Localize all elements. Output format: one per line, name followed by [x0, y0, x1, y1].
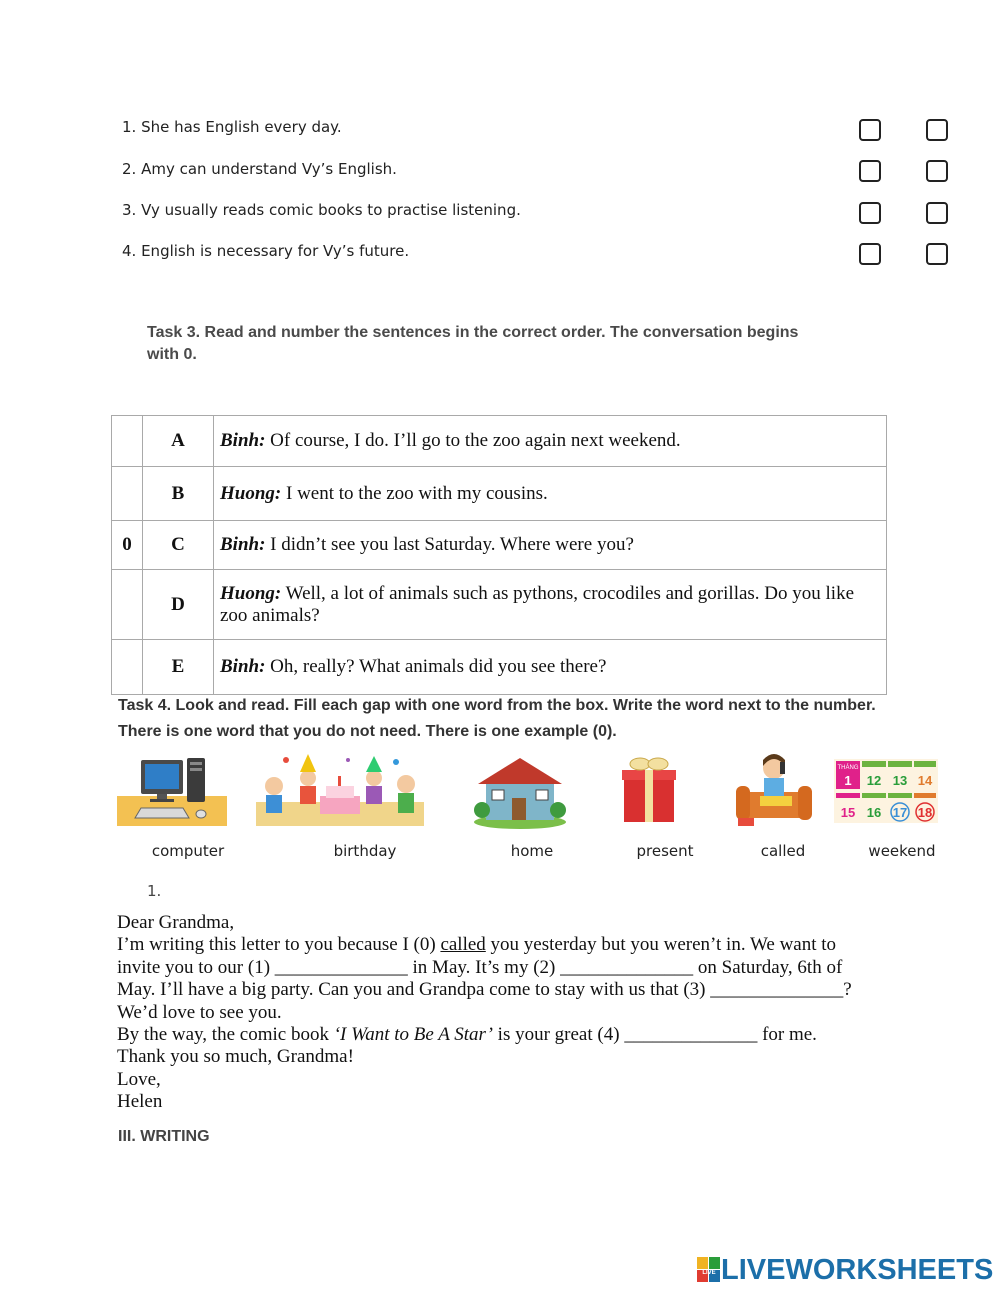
section-heading: III. WRITING [118, 1128, 210, 1145]
true-checkbox-4[interactable] [859, 243, 881, 265]
word-present: present [636, 842, 694, 860]
girl-on-phone-picture [736, 752, 812, 830]
order-number-cell[interactable] [112, 570, 143, 640]
letter-line: Thank you so much, Grandma! [117, 1046, 354, 1068]
task3-title-line2: with 0. [147, 346, 197, 363]
true-checkbox-1[interactable] [859, 119, 881, 141]
sentence-text: I didn’t see you last Saturday. Where were you? [265, 534, 634, 555]
row-letter: B [143, 467, 214, 521]
task3-title-line1: Task 3. Read and number the sentences in the correct order. The conversation begins [147, 324, 799, 341]
computer-picture [117, 752, 227, 830]
letter-line: Love, [117, 1068, 161, 1090]
word-computer: computer [151, 842, 225, 860]
task4-title: Task 4. Look and read. Fill each gap with one word from the box. Write the word next to the number. There is one word that you do not need. There is one example (0). [118, 697, 876, 740]
letter-text: invite you to our (1) [117, 956, 275, 978]
word-birthday: birthday [333, 842, 397, 860]
false-checkbox-2[interactable] [926, 160, 948, 182]
letter-text: is your great (4) [492, 1024, 625, 1046]
book-title: ‘I Want to Be A Star’ [333, 1024, 493, 1046]
calendar-day: 13 [892, 773, 908, 788]
letter-text: you yesterday but you weren’t in. We want to [485, 934, 837, 956]
gap-4[interactable]: ______________ [624, 1024, 758, 1046]
speaker: Huong: [220, 582, 282, 604]
sentence [214, 570, 887, 640]
table-row [112, 416, 887, 467]
false-checkbox-3[interactable] [926, 202, 948, 224]
speaker: Binh: [220, 430, 266, 451]
birthday-party-picture [256, 752, 424, 830]
calendar-day: 15 [840, 805, 856, 820]
letter-text: I’m writing this letter to you because I (0) [117, 934, 441, 956]
true-checkbox-3[interactable] [859, 202, 881, 224]
sentence-text: Of course, I do. I’ll go to the zoo again next weekend. [265, 430, 681, 451]
sentence [214, 640, 887, 695]
order-table [111, 415, 887, 695]
order-number-input-d[interactable] [115, 594, 139, 616]
letter-text: for me. [757, 1024, 817, 1046]
letter-line [117, 957, 907, 979]
task3-title [147, 322, 887, 366]
sentence-text: I went to the zoo with my cousins. [281, 482, 548, 504]
letter-text: ? [843, 979, 852, 1001]
order-number-cell[interactable] [112, 416, 143, 467]
example-answer: called [440, 934, 486, 956]
letter-text: By the way, the comic book [117, 1024, 334, 1046]
liveworksheets-logo[interactable] [697, 1253, 993, 1287]
calendar-day: 17 [892, 805, 908, 820]
calendar-day: 16 [866, 805, 882, 820]
false-checkbox-4[interactable] [926, 243, 948, 265]
row-letter: A [143, 416, 214, 467]
table-row [112, 640, 887, 695]
row-letter: D [143, 570, 214, 640]
row-letter: E [143, 640, 214, 695]
true-checkbox-2[interactable] [859, 160, 881, 182]
gap-3[interactable]: ______________ [710, 979, 844, 1001]
table-row [112, 467, 887, 521]
order-number-cell: 0 [112, 521, 143, 570]
speaker: Binh: [220, 534, 266, 555]
letter-text: on Saturday, 6th of [693, 956, 843, 978]
logo-badge-icon [697, 1257, 721, 1283]
gap-2[interactable]: ______________ [560, 956, 694, 978]
letter-line [117, 979, 907, 1001]
letter-line [117, 934, 907, 956]
word-called: called [760, 842, 806, 860]
calendar-day: 1 [844, 773, 852, 788]
word-weekend: weekend [868, 842, 936, 860]
statement-1: 1. She has English every day. [122, 118, 342, 136]
logo-wordmark: LIVEWORKSHEETS [721, 1253, 994, 1286]
statement-4: 4. English is necessary for Vy’s future. [122, 242, 410, 260]
letter [117, 912, 907, 1114]
calendar-day: 18 [917, 805, 933, 820]
sentence-text: Well, a lot of animals such as pythons, crocodiles and gorillas. Do you like zoo animals? [220, 582, 855, 626]
letter-text: in May. It’s my (2) [407, 956, 561, 978]
present-picture [620, 752, 678, 830]
answer-label: 1. [147, 882, 162, 900]
statement-2: 2. Amy can understand Vy’s English. [122, 160, 397, 178]
table-row [112, 521, 887, 570]
order-number-cell[interactable] [112, 467, 143, 521]
sentence-text: Oh, really? What animals did you see there? [265, 656, 607, 677]
speaker: Binh: [220, 656, 266, 677]
statement-3: 3. Vy usually reads comic books to practise listening. [122, 201, 521, 219]
order-number-input-b[interactable] [115, 483, 139, 505]
sentence [214, 416, 887, 467]
letter-text: May. I’ll have a big party. Can you and Grandpa come to stay with us that (3) [117, 979, 711, 1001]
speaker: Huong: [220, 482, 282, 504]
order-number-input-a[interactable] [115, 430, 139, 452]
calendar-month-label: THÁNG [837, 765, 859, 771]
sentence [214, 467, 887, 521]
row-letter: C [143, 521, 214, 570]
order-number-input-e[interactable] [115, 656, 139, 678]
letter-line [117, 1024, 907, 1046]
logo-badge-letters: LIVE [702, 1270, 716, 1276]
order-number-cell[interactable] [112, 640, 143, 695]
sentence [214, 521, 887, 570]
house-picture [474, 752, 566, 830]
table-row [112, 570, 887, 640]
false-checkbox-1[interactable] [926, 119, 948, 141]
letter-greeting: Dear Grandma, [117, 912, 235, 933]
calendar-day: 14 [917, 773, 933, 788]
gap-1[interactable]: ______________ [274, 956, 408, 978]
word-home: home [510, 842, 554, 860]
calendar-day: 12 [866, 773, 882, 788]
letter-signature: Helen [117, 1091, 163, 1113]
letter-line: We’d love to see you. [117, 1001, 282, 1023]
calendar-picture [834, 752, 938, 830]
